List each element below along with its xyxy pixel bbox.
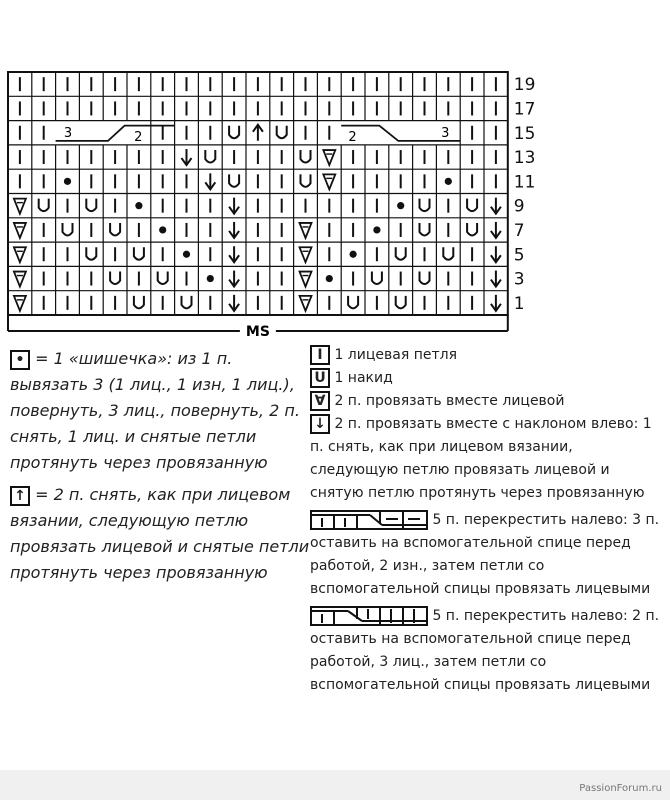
chart-grid [8, 72, 508, 315]
row-number: 19 [513, 75, 536, 96]
footer-band [0, 770, 670, 800]
legend-ssk [310, 413, 660, 505]
knitting-chart [0, 0, 670, 345]
row-number-column [514, 75, 536, 314]
row-number: 11 [513, 172, 536, 193]
knit-stitch-icon: I [310, 345, 330, 365]
bobble-mark [64, 178, 71, 185]
bobble-icon: • [10, 350, 30, 370]
bobble-mark [135, 202, 142, 209]
bobble-mark [373, 226, 380, 233]
row-number: 7 [513, 220, 525, 241]
legend-right-column [310, 344, 660, 697]
ms-repeat-marker [8, 315, 508, 340]
legend-knit-text: 1 лицевая петля [334, 347, 457, 363]
cable-right-start-label: 2 [348, 129, 357, 145]
legend-k2tog [310, 390, 660, 413]
legend-cable-2-text: 5 п. перекрестить налево: 2 п. оставить на вспомогательной спице перед работой, 3 лиц., затем петли со вспомогательной спицы провязать лицевыми [310, 608, 660, 693]
legend-yarn-over [310, 367, 660, 390]
bobble-mark [350, 251, 357, 258]
row-number: 9 [513, 196, 525, 217]
cable-cross-left-knit-icon [310, 606, 428, 626]
legend-up-text: = 2 п. снять, как при лицевом вязании, следующую петлю провязать лицевой и снятые петли протянуть через провязанную [10, 485, 310, 582]
legend-knit [310, 344, 660, 367]
arrow-up-icon: ↑ [10, 486, 30, 506]
legend-left-column [10, 346, 310, 586]
row-number: 5 [513, 245, 525, 266]
cable-cross-left-purl-icon [310, 510, 428, 530]
bobble-mark [326, 275, 333, 282]
bobble-mark [183, 251, 190, 258]
row-number: 15 [513, 123, 536, 144]
legend-up-arrow [10, 482, 310, 586]
legend-cable-1 [310, 509, 660, 601]
ms-label: MS [245, 324, 270, 340]
bobble-mark [159, 226, 166, 233]
cable-left-start-label: 3 [63, 125, 73, 141]
legend-ssk-text: 2 п. провязать вместе с наклоном влево: 1 п. снять, как при лицевом вязании, следующую петлю провязать лицевой и снятую петлю протянуть через провязанную [310, 416, 652, 501]
legend-bobble [10, 346, 310, 476]
legend-yo-text: 1 накид [334, 370, 393, 386]
cable-left-end-label: 2 [134, 129, 143, 145]
row-number: 1 [513, 293, 525, 314]
cable-right-end-label: 3 [441, 125, 450, 141]
bobble-mark [207, 275, 214, 282]
row-number: 13 [513, 148, 536, 169]
legend-bobble-text: = 1 «шишечка»: из 1 п. вывязать 3 (1 лиц., 1 изн, 1 лиц.), повернуть, 3 лиц., повернуть, 2 п. снять, 1 лиц. и снятые петли протянуть через провязанную [10, 349, 300, 472]
k2tog-icon: ∀ [310, 391, 330, 411]
arrow-down-icon: ↓ [310, 414, 330, 434]
bobble-mark [397, 202, 404, 209]
legend-cable-2 [310, 605, 660, 697]
row-number: 17 [513, 99, 536, 120]
legend-cable-1-text: 5 п. перекрестить налево: 3 п. оставить на вспомогательной спице перед работой, 2 изн., затем петли со вспомогательной спицы провязать лицевыми [310, 512, 660, 597]
legend-k2tog-text: 2 п. провязать вместе лицевой [334, 393, 565, 409]
yarn-over-icon: U [310, 368, 330, 388]
row-number: 3 [513, 269, 525, 290]
bobble-mark [445, 178, 452, 185]
watermark: PassionForum.ru [579, 783, 662, 794]
